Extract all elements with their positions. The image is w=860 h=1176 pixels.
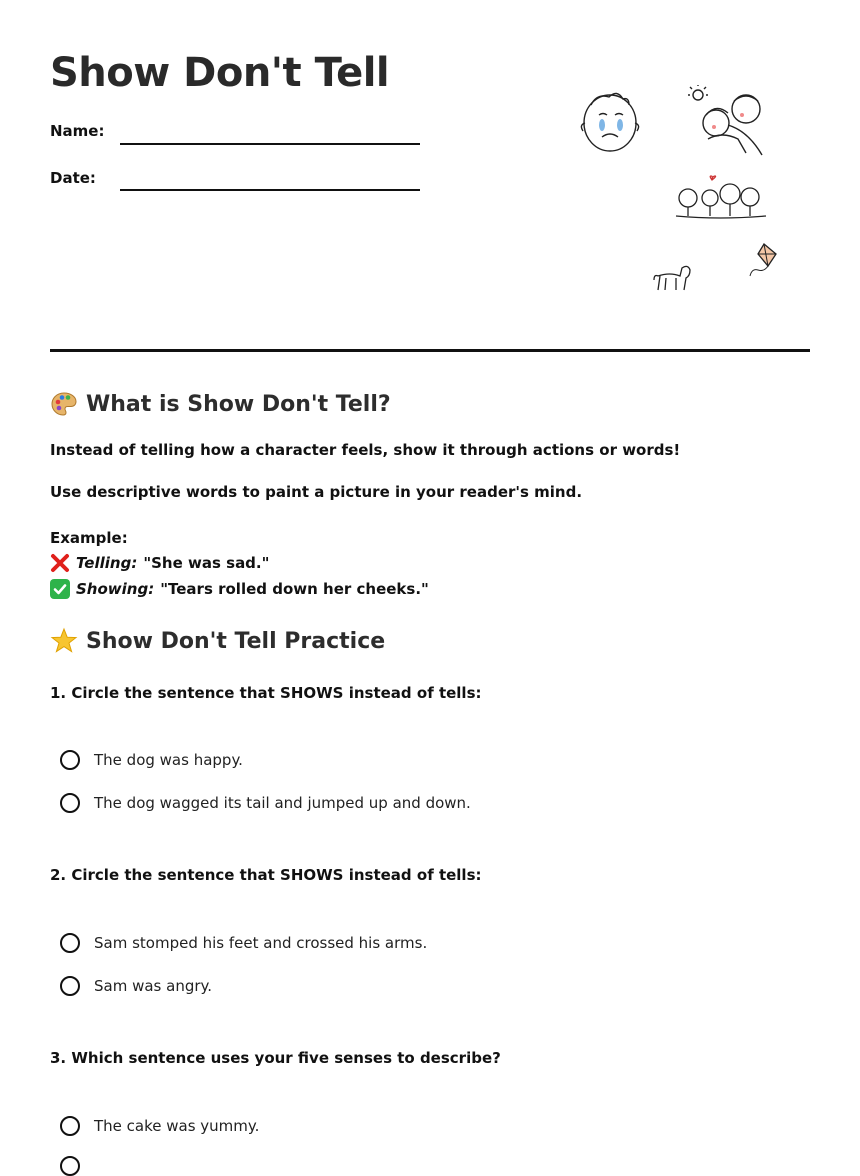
red-x-icon [50,553,70,573]
option-text: The dog wagged its tail and jumped up and down. [94,794,471,812]
option-text: Sam stomped his feet and crossed his arms. [94,934,428,952]
option-text: Sam was angry. [94,977,213,995]
question-2-prompt: 2. Circle the sentence that SHOWS instead of tells: [50,866,482,884]
crying-child-icon [575,85,645,157]
intro-line-1: Instead of telling how a character feels, show it through actions or words! [50,441,681,459]
radio-button[interactable] [60,793,80,813]
example-label: Example: [50,529,128,547]
option-text: The dog was happy. [94,751,243,769]
question-1-prompt: 1. Circle the sentence that SHOWS instead of tells: [50,684,482,702]
intro-heading-text: What is Show Don't Tell? [86,391,391,417]
question-2-option-1[interactable] [60,933,427,953]
telling-example [50,553,269,573]
dog-icon [652,258,694,294]
star-icon [50,627,78,655]
showing-example [50,579,429,599]
question-3-prompt: 3. Which sentence uses your five senses to describe? [50,1049,501,1067]
question-3-option-1[interactable] [60,1116,259,1136]
radio-button[interactable] [60,976,80,996]
date-label: Date: [50,169,96,187]
page-title: Show Don't Tell [50,50,390,96]
showing-label: Showing: [76,580,155,598]
palette-icon [50,390,78,418]
green-check-icon [50,579,70,599]
kite-icon [746,242,780,280]
name-field[interactable] [120,143,420,145]
showing-text: "Tears rolled down her cheeks." [160,580,429,598]
name-label: Name: [50,122,105,140]
practice-heading [50,627,385,655]
trees-icon [672,174,768,220]
radio-button[interactable] [60,750,80,770]
question-3-option-2-partial[interactable] [60,1156,80,1176]
question-1-option-1[interactable] [60,750,243,770]
hugging-couple-icon [688,85,770,157]
radio-button[interactable] [60,1156,80,1176]
practice-heading-text: Show Don't Tell Practice [86,628,386,654]
option-text: The cake was yummy. [94,1117,260,1135]
radio-button[interactable] [60,1116,80,1136]
intro-line-2: Use descriptive words to paint a picture in your reader's mind. [50,483,583,501]
radio-button[interactable] [60,933,80,953]
question-2-option-2[interactable] [60,976,212,996]
header-divider [50,349,810,352]
telling-text: "She was sad." [143,554,270,572]
telling-label: Telling: [76,554,138,572]
intro-heading [50,390,391,418]
date-field[interactable] [120,189,420,191]
question-1-option-2[interactable] [60,793,471,813]
